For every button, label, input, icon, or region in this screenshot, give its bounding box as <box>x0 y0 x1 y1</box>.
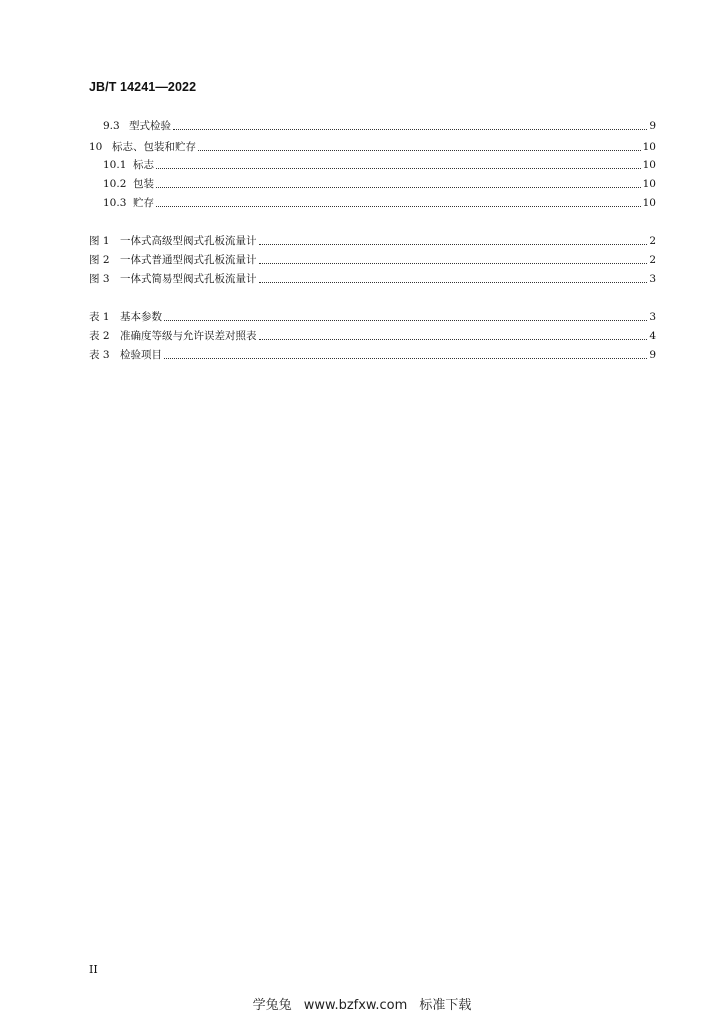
toc-entry-10[interactable] <box>89 138 656 154</box>
toc-entry-title: 检验项目 <box>120 349 162 361</box>
document-id-header: JB/T 14241—2022 <box>89 80 197 94</box>
toc-entry-title: 标志 <box>133 159 154 171</box>
toc-entry-page: 3 <box>649 273 656 285</box>
toc-entry-title: 基本参数 <box>120 311 162 323</box>
toc-table-2[interactable] <box>89 327 656 343</box>
toc-entry-page: 10 <box>642 141 656 153</box>
toc-entry-page: 2 <box>649 235 656 247</box>
watermark-url[interactable]: www.bzfxw.com <box>303 998 408 1013</box>
toc-entry-9-3[interactable] <box>103 117 656 133</box>
watermark-slogan: 标准下载 <box>419 998 472 1013</box>
watermark-site-name: 学兔兔 <box>252 998 292 1013</box>
toc-entry-title: 包装 <box>133 178 154 190</box>
dot-leader <box>259 339 648 340</box>
watermark-banner <box>0 994 724 1013</box>
toc-figure-1[interactable] <box>89 232 656 248</box>
toc-entry-title: 一体式简易型阀式孔板流量计 <box>120 273 257 285</box>
toc-entry-page: 2 <box>649 254 656 266</box>
toc-entry-title: 型式检验 <box>129 120 171 132</box>
dot-leader <box>259 244 648 245</box>
toc-entry-number: 表 3 <box>89 349 110 361</box>
toc-entry-number: 图 2 <box>89 254 110 266</box>
toc-entry-title: 贮存 <box>133 197 154 209</box>
dot-leader <box>259 263 648 264</box>
toc-entry-number: 表 1 <box>89 311 110 323</box>
dot-leader <box>259 282 648 283</box>
toc-entry-number: 图 1 <box>89 235 110 247</box>
toc-entry-number: 图 3 <box>89 273 110 285</box>
toc-entry-number: 10.2 <box>103 178 127 190</box>
toc-figure-3[interactable] <box>89 270 656 286</box>
toc-entry-title: 一体式普通型阀式孔板流量计 <box>120 254 257 266</box>
toc-entry-number: 9.3 <box>103 120 120 132</box>
toc-entry-page: 10 <box>642 197 656 209</box>
toc-table-1[interactable] <box>89 308 656 324</box>
toc-entry-page: 4 <box>649 330 656 342</box>
dot-leader <box>164 320 647 321</box>
dot-leader <box>164 358 647 359</box>
toc-table-3[interactable] <box>89 346 656 362</box>
toc-entry-page: 9 <box>649 349 656 361</box>
dot-leader <box>156 206 641 207</box>
toc-entry-10-3[interactable] <box>103 194 656 210</box>
toc-entry-number: 10.1 <box>103 159 127 171</box>
toc-figure-2[interactable] <box>89 251 656 267</box>
toc-entry-page: 9 <box>649 120 656 132</box>
dot-leader <box>173 129 647 130</box>
dot-leader <box>156 168 641 169</box>
toc-entry-title: 标志、包装和贮存 <box>112 141 196 153</box>
toc-entry-page: 10 <box>642 159 656 171</box>
dot-leader <box>198 150 641 151</box>
toc-entry-number: 10.3 <box>103 197 127 209</box>
dot-leader <box>156 187 641 188</box>
toc-entry-number: 10 <box>89 141 103 153</box>
page-number: II <box>89 963 98 976</box>
toc-entry-number: 表 2 <box>89 330 110 342</box>
toc-entry-title: 准确度等级与允许误差对照表 <box>120 330 257 342</box>
toc-entry-10-2[interactable] <box>103 175 656 191</box>
toc-entry-page: 10 <box>642 178 656 190</box>
toc-entry-page: 3 <box>649 311 656 323</box>
toc-entry-10-1[interactable] <box>103 156 656 172</box>
toc-entry-title: 一体式高级型阀式孔板流量计 <box>120 235 257 247</box>
